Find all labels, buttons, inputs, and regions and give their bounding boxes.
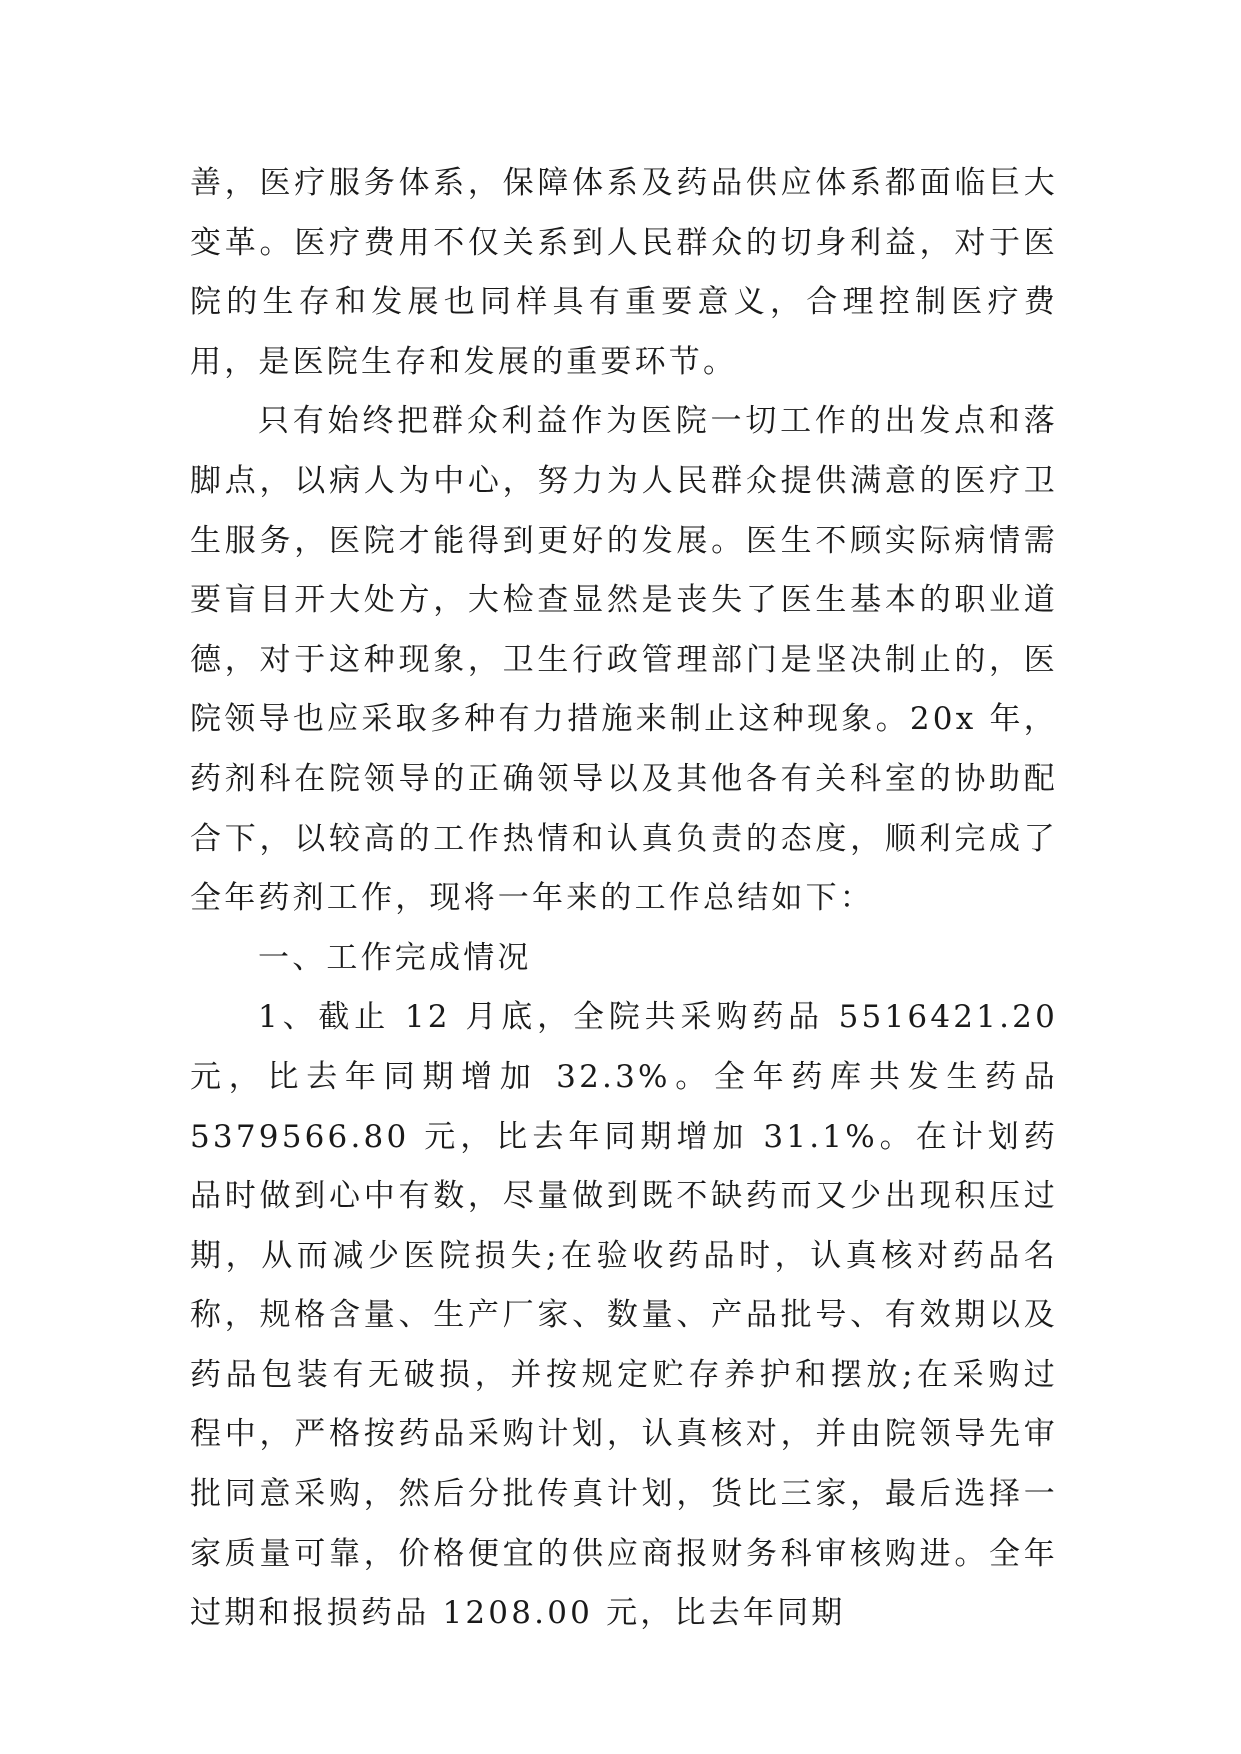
section-heading: 一、工作完成情况 xyxy=(258,939,532,976)
body-text xyxy=(190,154,1058,1644)
paragraph-continuation: 善，医疗服务体系，保障体系及药品供应体系都面临巨大变革。医疗费用不仅关系到人民群众的切身利益，对于医院的生存和发展也同样具有重要意义，合理控制医疗费用，是医院生存和发展的重要环节。 xyxy=(190,165,1058,380)
paragraph-procurement: 1、截止 12 月底，全院共采购药品 5516421.20 元，比去年同期增加 32.3%。全年药库共发生药品 5379566.80 元，比去年同期增加 31.1%。在计划药品时做到心中有数，尽量做到既不缺药而又少出现积压过期，从而减少医院损失;在验收药品时，认真核对药品名称，规格含量、生产厂家、数量、产品批号、有效期以及药品包装有无破损，并按规定贮存养护和摆放;在采购过程中，严格按药品采购计划，认真核对，并由院领导先审批同意采购，然后分批传真计划，货比三家，最后选择一家质量可靠，价格便宜的供应商报财务科审核购进。全年过期和报损药品 1208.00 元，比去年同期 xyxy=(190,999,1058,1632)
paragraph-mission: 只有始终把群众利益作为医院一切工作的出发点和落脚点，以病人为中心，努力为人民群众提供满意的医疗卫生服务，医院才能得到更好的发展。医生不顾实际病情需要盲目开大处方，大检查显然是丧失了医生基本的职业道德，对于这种现象，卫生行政管理部门是坚决制止的，医院领导也应采取多种有力措施来制止这种现象。20x 年，药剂科在院领导的正确领导以及其他各有关科室的协助配合下，以较高的工作热情和认真负责的态度，顺利完成了全年药剂工作，现将一年来的工作总结如下： xyxy=(190,403,1058,917)
